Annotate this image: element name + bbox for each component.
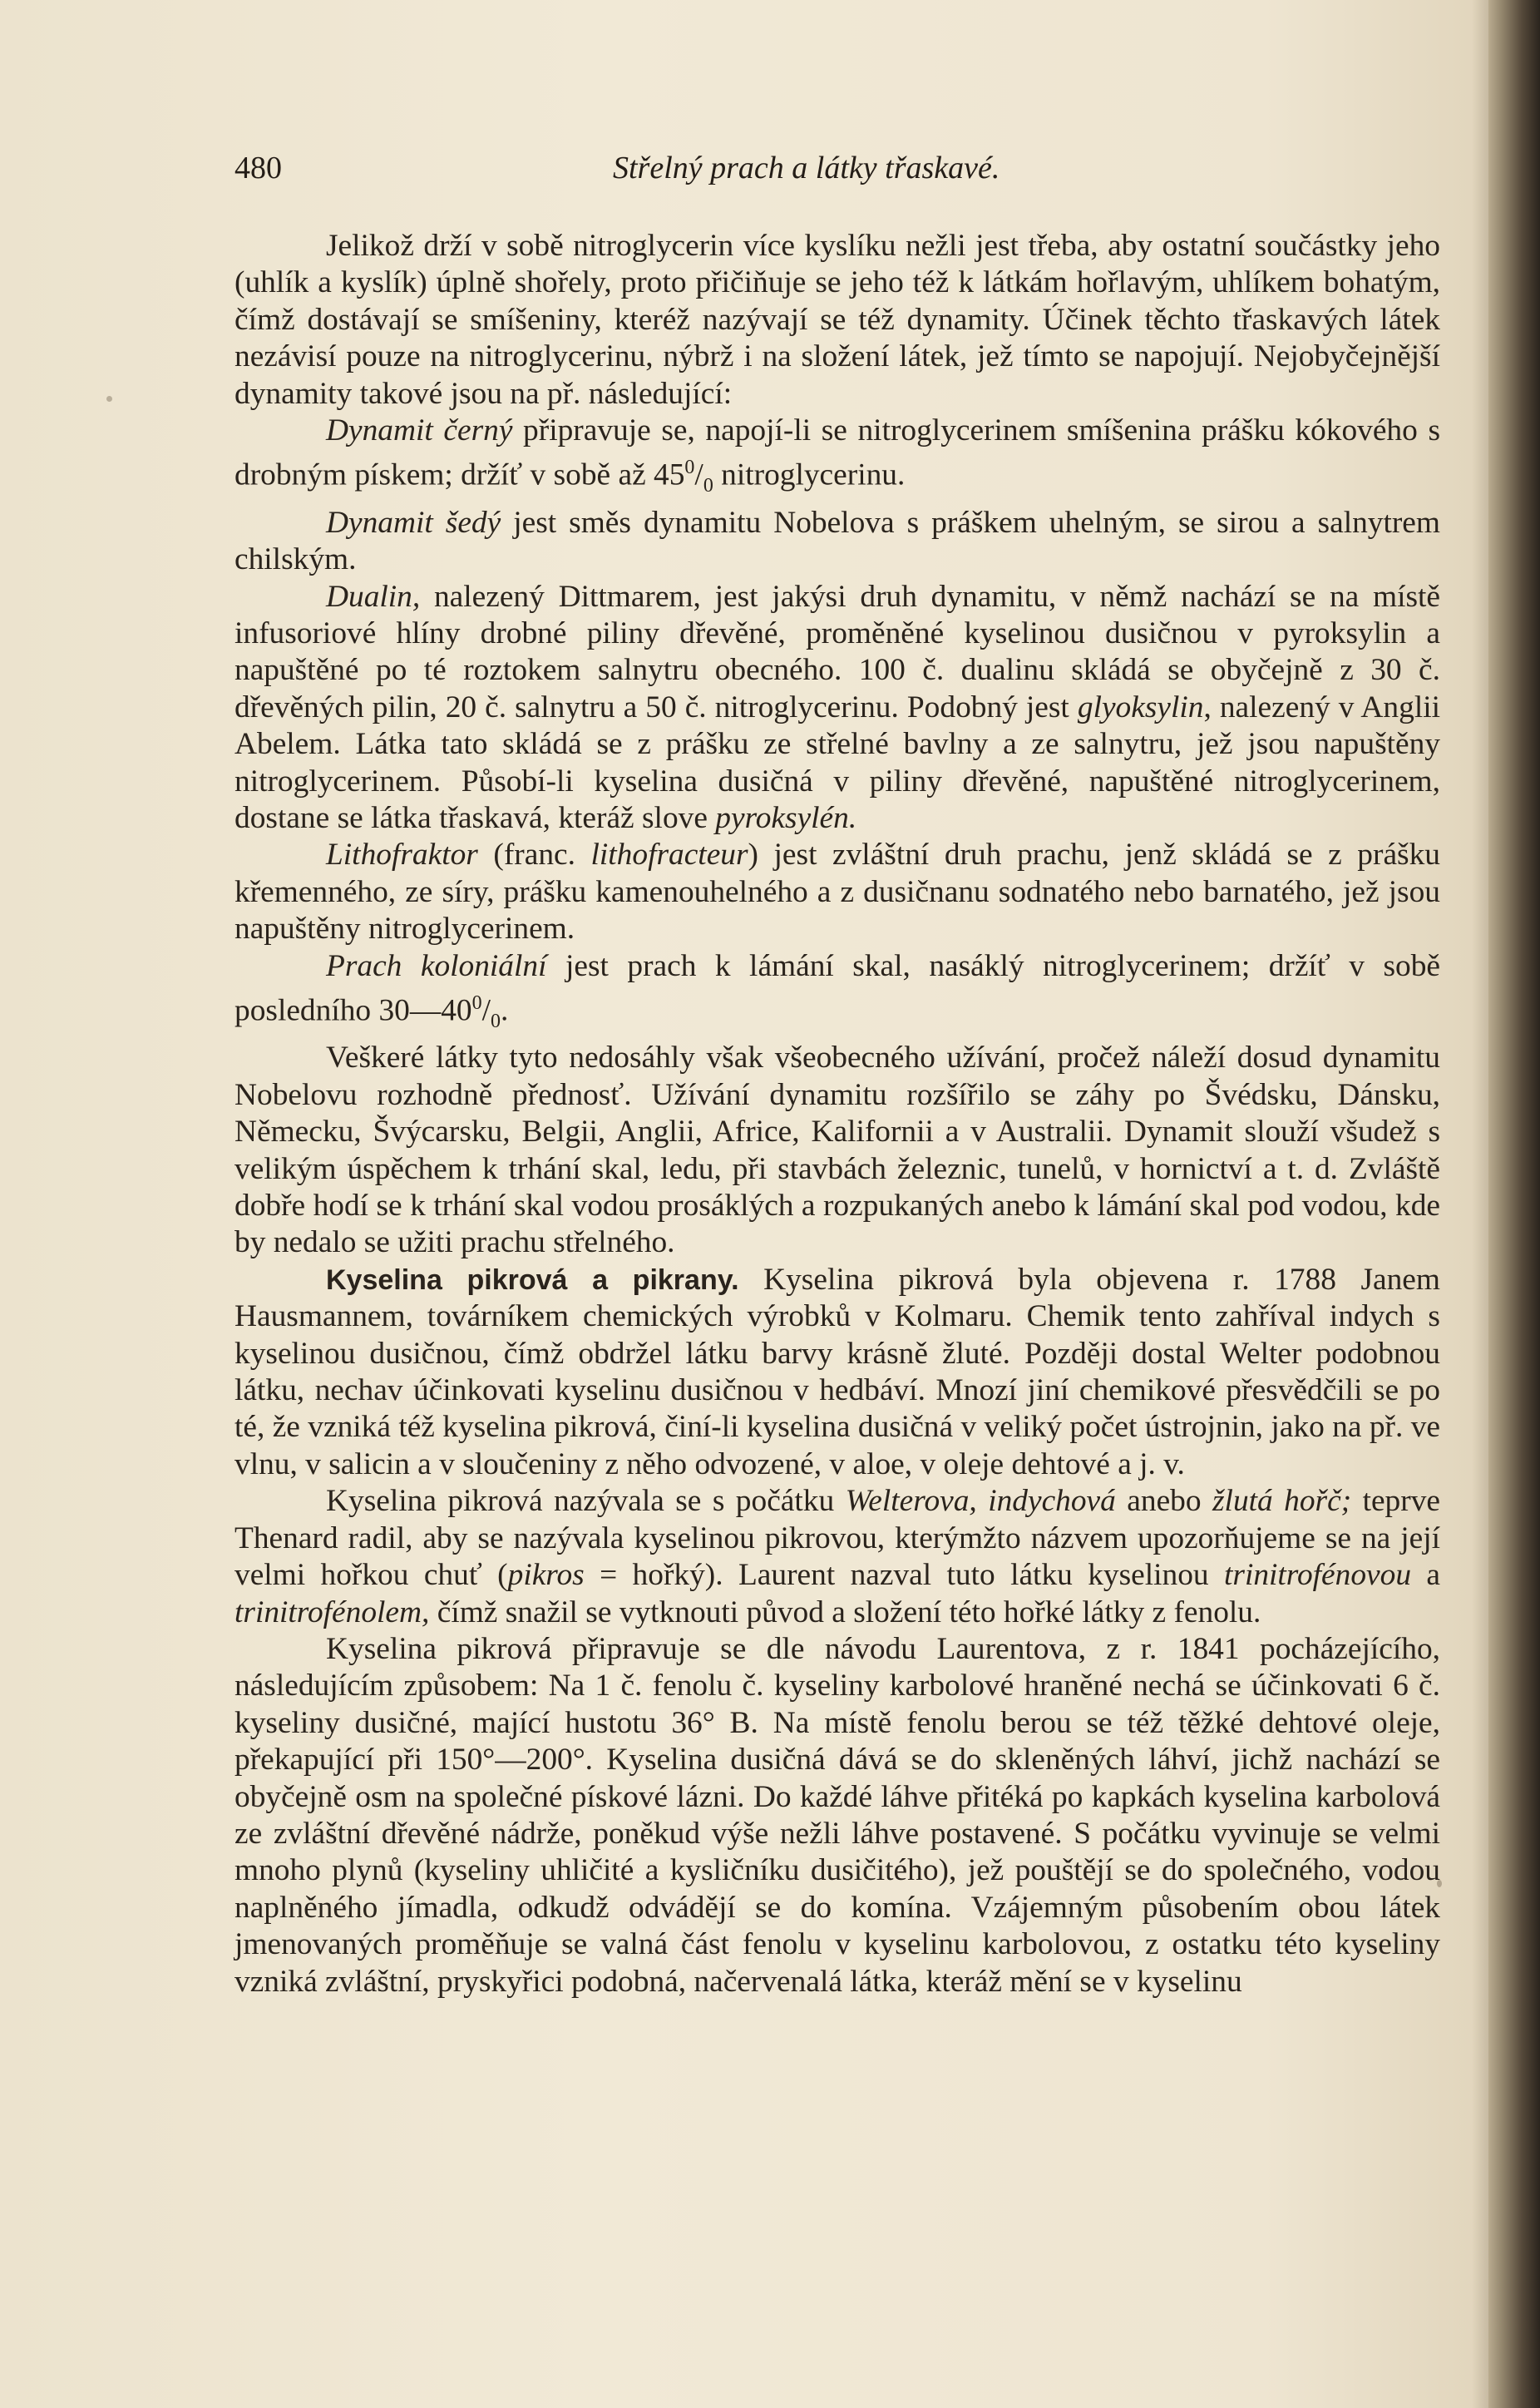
text-run: a — [1411, 1558, 1441, 1593]
paragraph-dynamity — [234, 228, 1440, 413]
percent-subscript: 0 — [491, 1011, 501, 1032]
paragraph-tail: nitroglycerinu. — [713, 457, 906, 492]
term: Dynamit šedý — [326, 505, 501, 540]
text-run: ) jest zvláštní druh prachu, jenž skládá se z prášku křemenného, ze síry, prášku kamenouhelného a z dusičnanu sodnatého nebo barnatého, jež jsou napuštěny nitroglycerinem. — [234, 838, 1440, 947]
text-run: anebo — [1115, 1484, 1212, 1519]
paragraph-text: Kyselina pikrová připravuje se dle návodu Laurentova, z r. 1841 pocházejícího, následujícím způsobem: Na 1 č. fenolu č. kyseliny karbolové hraněné nechá se účinkovati 6 č. kyseliny dusičné, mající hustotu 36° B. Na místě fenolu berou se též těžké dehtové oleje, překapující při 150°—200°. Kyselina dusičná dává se do skleněných láhví, jichž nachází se obyčejně osm na společné pískové lázni. Do každé láhve přitéká po kapkách kyselina karbolová ze zvláštní dřevěné nádrže, poněkud výše nežli láhve postavené. S počátku vyvinuje se velmi mnoho plynů (kyseliny uhličité a kysličníku dusičitého), jež pouštějí se do společného, vodou naplněného jímadla, odkudž odvádějí se do komína. Vzájemným působením obou látek jmenovaných proměňuje se valná část fenolu v kyselinu karbolovou, z ostatku této kyseliny vzniká zvláštní, pryskyřici podobná, načervenalá látka, kteráž mění se v kyselinu — [234, 1631, 1440, 1999]
paragraph-text: jest směs dynamitu Nobelova s práškem uhelným, se sirou a salnytrem chilským. — [234, 505, 1440, 577]
percent-superscript: 0 — [684, 457, 695, 479]
paragraph-text: Kyselina pikrová byla objevena r. 1788 Janem Hausmannem, továrníkem chemických výrobků v Kolmaru. Chemik tento zahříval indych s kyselinou dusičnou, čímž obdržel látku barvy krásně žluté. Později dostal Welter podobnou látku, nechav účinkovati kyselinu dusičnou v hedbáví. Mnozí jiní chemikové přesvědčili se po té, že vzniká též kyselina pikrová, činí-li kyselina dusičná v veliký počet ústrojnin, jako na př. ve vlnu, v salicin a v sloučeniny z něho odvozené, v aloe, v oleje dehtové a j. v. — [234, 1262, 1440, 1481]
text-run: (franc. — [477, 838, 591, 873]
paragraph-lithofraktor — [234, 837, 1440, 947]
book-spine — [1488, 0, 1540, 2408]
running-title: Střelný prach a látky třaskavé. — [613, 151, 1000, 185]
paragraph-text: jest prach k lámání skal, nasáklý nitroglycerinem; držíť v sobě posledního 30—40 — [234, 948, 1440, 1028]
term: žlutá hořč; — [1212, 1484, 1352, 1519]
term: lithofracteur — [590, 838, 748, 873]
text-run: Kyselina pikrová nazývala se s počátku — [326, 1484, 846, 1519]
term: Lithofraktor — [326, 838, 478, 873]
paragraph-prach-kolonialni: Prach koloniální jest prach k lámání skal, nasáklý nitroglycerinem; držíť v sobě posledního $30—40^0/_0$. — [234, 948, 1440, 1032]
page-header — [234, 150, 1440, 191]
term: Prach koloniální — [326, 948, 547, 983]
paragraph-text: připravuje se, napojí-li se nitroglycerinem smíšenina prášku kókového s drobným pískem; držíť v sobě až 45 — [234, 413, 1440, 492]
page-number: 480 — [234, 151, 282, 185]
paragraph-vyuziti-dynamitu — [234, 1040, 1440, 1261]
paragraph-kyselina-pikrova-intro — [234, 1262, 1440, 1483]
percent-superscript: 0 — [471, 992, 482, 1015]
text-run: nalezený Dittmarem, jest jakýsi druh dynamitu, v němž nachází se na místě infusoriové hlíny drobné piliny dřevěné, proměněné kyselinou dusičnou v pyroksylin a napuštěné po té roztokem salnytru obecného. 100 č. dualinu skládá se obyčejně z 30 č. dřevěných pilin, 20 č. salnytru a 50 č. nitroglycerinu. Podobný jest — [234, 579, 1440, 724]
paragraph-nazev-kyseliny — [234, 1483, 1440, 1631]
percent-subscript: 0 — [703, 475, 713, 497]
section-heading: Kyselina pikrová a pikrany. — [326, 1263, 739, 1296]
term: glyoksylin — [1077, 690, 1204, 724]
paragraph-dualin — [234, 579, 1440, 838]
paragraph-text: Jelikož drží v sobě nitroglycerin více kyslíku nežli jest třeba, aby ostatní součástky jeho (uhlík a kyslík) úplně shořely, proto přičiňuje se jeho též k látkám hořlavým, uhlíkem bohatým, čímž dostávají se smíšeniny, kteréž nazývají se též dynamity. Účinek těchto třaskavých látek nezávisí pouze na nitroglycerinu, nýbrž i na složení látek, jež tímto se napojují. Nejobyčejnější dynamity takové jsou na př. následující: — [234, 229, 1440, 411]
term: pikros — [507, 1558, 585, 1593]
text-run: teprve Thenard radil, aby se nazývala kyselinou pikrovou, kterýmžto názvem upozorňujeme se na její velmi hořkou chuť ( — [234, 1484, 1440, 1593]
body-text — [234, 228, 1440, 2000]
term: Dualin, — [326, 579, 421, 614]
paragraph-dynamit-cerny: Dynamit černý připravuje se, napojí-li se nitroglycerinem smíšenina prášku kókového s drobným pískem; držíť v sobě až $45^0/_0$ nitroglycerinu. — [234, 413, 1440, 497]
term: trinitrofénovou — [1224, 1558, 1412, 1593]
paragraph-priprava — [234, 1631, 1440, 2000]
term: Dynamit černý — [326, 413, 513, 448]
text-run: = hořký). Laurent nazval tuto látku kyselinou — [584, 1558, 1224, 1593]
paragraph-tail: . — [501, 993, 509, 1028]
text-run: , nalezený v Anglii Abelem. Látka tato skládá se z prášku ze střelné bavlny a ze salnytru, jež jsou napuštěny nitroglycerinem. Působí-li kyselina dusičná v piliny dřevěné, napuštěné nitroglycerinem, dostane se látka třaskavá, kteráž slove — [234, 690, 1440, 836]
paragraph-text: Veškeré látky tyto nedosáhly však všeobecného užívání, pročež náleží dosud dynamitu Nobelovu rozhodně přednosť. Užívání dynamitu rozšířilo se záhy po Švédsku, Dánsku, Německu, Švýcarsku, Belgii, Anglii, Africe, Kalifornii a v Australii. Dynamit slouží všudež s velikým úspěchem k trhání skal, ledu, při stavbách železnic, tunelů, v hornictví a t. d. Zvláště dobře hodí se k trhání skal vodou prosáklých a rozpukaných anebo k lámání skal pod vodou, kde by nedalo se užiti prachu střelného. — [234, 1041, 1440, 1260]
term: pyroksylén. — [715, 801, 857, 836]
text-run: čímž snažil se vytknouti původ a složení této hořké látky z fenolu. — [429, 1595, 1261, 1629]
page-edge-shadow — [1472, 0, 1488, 2408]
term: trinitrofénolem, — [234, 1595, 430, 1629]
paragraph-dynamit-sedy — [234, 505, 1440, 579]
print-speck — [106, 396, 112, 402]
term: Welterova, indychová — [845, 1484, 1116, 1519]
